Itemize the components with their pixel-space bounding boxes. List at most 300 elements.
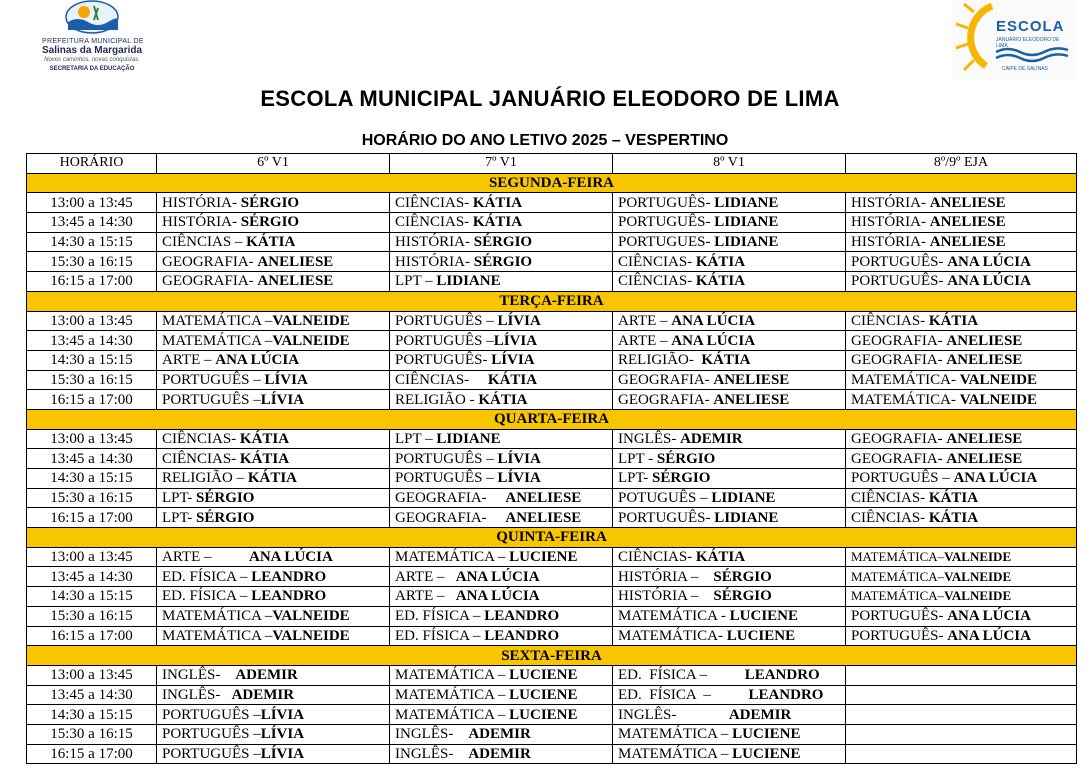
subject-name: MATEMÁTICA – xyxy=(395,706,510,723)
time-slot: 13:45 a 14:30 xyxy=(27,567,157,587)
class-cell xyxy=(846,685,1077,705)
class-cell xyxy=(846,606,1077,626)
teacher-name: LIDIANE xyxy=(711,490,776,507)
time-slot: 16:15 a 17:00 xyxy=(27,508,157,528)
teacher-name: ANELIESE xyxy=(929,194,1006,211)
class-cell xyxy=(613,547,846,567)
subject-name: CIÊNCIAS- xyxy=(162,450,240,467)
subject-name: CIÊNCIAS- xyxy=(395,214,473,231)
class-cell xyxy=(390,685,613,705)
time-slot: 15:30 a 16:15 xyxy=(27,370,157,390)
class-cell xyxy=(846,370,1077,390)
class-cell xyxy=(613,331,846,351)
class-cell xyxy=(613,252,846,272)
class-cell xyxy=(613,705,846,725)
teacher-name: ANELIESE xyxy=(946,352,1023,369)
class-cell xyxy=(846,567,1077,587)
subject-name: INGLÊS- xyxy=(395,745,469,762)
class-cell xyxy=(613,213,846,233)
subject-name: GEOGRAFIA- xyxy=(851,450,947,467)
page-title: ESCOLA MUNICIPAL JANUÁRIO ELEODORO DE LIMA xyxy=(260,86,840,111)
class-cell xyxy=(157,311,390,331)
subject-name: GEOGRAFIA- xyxy=(618,391,714,408)
teacher-name: ANA LÚCIA xyxy=(671,312,756,329)
time-slot: 15:30 a 16:15 xyxy=(27,606,157,626)
teacher-name: LEANDRO xyxy=(484,627,560,644)
subject-name: MATEMÁTICA– xyxy=(851,568,945,584)
teacher-name: KÁTIA xyxy=(928,509,979,526)
class-cell xyxy=(846,744,1077,764)
teacher-name: SÉRGIO xyxy=(240,214,300,231)
class-cell xyxy=(390,488,613,508)
teacher-name: SÉRGIO xyxy=(196,490,255,507)
teacher-name: LÍVIA xyxy=(491,352,535,369)
subject-name: MATEMÁTICA – xyxy=(162,332,273,349)
table-row xyxy=(27,232,1077,252)
subject-name: RELIGIÃO - xyxy=(395,391,479,408)
teacher-name: LÍVIA xyxy=(260,745,305,762)
subject-name: GEOGRAFIA- xyxy=(851,430,947,447)
teacher-name: LÍVIA xyxy=(260,706,305,723)
subject-name: GEOGRAFIA- xyxy=(395,509,506,526)
class-cell xyxy=(390,508,613,528)
table-row xyxy=(27,331,1077,351)
class-cell xyxy=(157,370,390,390)
subject-name: INGLÊS- xyxy=(618,706,729,723)
time-slot: 15:30 a 16:15 xyxy=(27,724,157,744)
class-cell xyxy=(157,429,390,449)
class-cell xyxy=(613,744,846,764)
subject-name: LPT- xyxy=(618,470,653,487)
class-cell xyxy=(157,193,390,213)
time-slot: 14:30 a 15:15 xyxy=(27,469,157,489)
table-row xyxy=(27,547,1077,567)
teacher-name: KÁTIA xyxy=(701,352,751,369)
teacher-name: VALNEIDE xyxy=(272,627,350,644)
subject-name: ARTE – xyxy=(162,352,216,369)
teacher-name: KÁTIA xyxy=(472,214,523,231)
table-row xyxy=(27,705,1077,725)
subject-name: ARTE – xyxy=(395,568,456,585)
class-cell xyxy=(846,311,1077,331)
table-row xyxy=(27,685,1077,705)
time-slot: 14:30 a 15:15 xyxy=(27,705,157,725)
class-cell xyxy=(846,508,1077,528)
teacher-name: ANA LÚCIA xyxy=(455,568,540,585)
subject-name: ARTE – xyxy=(618,332,672,349)
class-cell xyxy=(613,272,846,292)
teacher-name: ADEMIR xyxy=(231,686,295,703)
class-cell xyxy=(846,331,1077,351)
teacher-name: SÉRGIO xyxy=(713,568,772,585)
table-row xyxy=(27,567,1077,587)
subject-name: POTUGUÊS – xyxy=(618,490,712,507)
class-cell xyxy=(390,665,613,685)
escola-logo-subtitle: JANUÁRIO ELEODORO DE LIMA xyxy=(996,37,1060,49)
teacher-name: LUCIENE xyxy=(509,667,578,684)
teacher-name: SÉRGIO xyxy=(473,234,533,251)
class-cell xyxy=(157,488,390,508)
day-name: QUARTA-FEIRA xyxy=(27,409,1077,429)
class-cell xyxy=(157,626,390,646)
subject-name: LPT - xyxy=(618,450,657,467)
subject-name: PORTUGUÊS- xyxy=(851,273,948,290)
class-cell xyxy=(390,724,613,744)
subject-name: LPT – xyxy=(395,430,437,447)
table-row xyxy=(27,429,1077,449)
subject-name: MATEMÁTICA – xyxy=(162,627,273,644)
teacher-name: LUCIENE xyxy=(509,706,578,723)
subject-name: GEOGRAFIA- xyxy=(162,253,258,270)
class-cell xyxy=(390,547,613,567)
teacher-name: SÉRGIO xyxy=(196,509,255,526)
class-cell xyxy=(846,193,1077,213)
time-slot: 14:30 a 15:15 xyxy=(27,232,157,252)
subject-name: MATEMÁTICA – xyxy=(395,686,510,703)
subject-name: CIÊNCIAS- xyxy=(851,312,929,329)
class-cell xyxy=(613,449,846,469)
time-slot: 14:30 a 15:15 xyxy=(27,587,157,607)
class-cell xyxy=(390,390,613,410)
teacher-name: ANELIESE xyxy=(946,332,1023,349)
teacher-name: KÁTIA xyxy=(239,430,290,447)
subject-name: CIÊNCIAS- xyxy=(395,371,488,388)
teacher-name: LÍVIA xyxy=(497,312,541,329)
class-cell xyxy=(390,567,613,587)
class-cell xyxy=(613,685,846,705)
class-cell xyxy=(846,252,1077,272)
subject-name: INGLÊS- xyxy=(162,686,232,703)
table-row xyxy=(27,665,1077,685)
class-cell xyxy=(157,685,390,705)
schedule-table xyxy=(26,153,1077,764)
teacher-name: VALNEIDE xyxy=(959,391,1037,408)
time-slot: 13:00 a 13:45 xyxy=(27,547,157,567)
column-header: HORÁRIO xyxy=(27,154,157,174)
subject-name: PORTUGUÊS- xyxy=(618,214,715,231)
subject-name: PORTUGUÊS – xyxy=(162,706,261,723)
class-cell xyxy=(846,705,1077,725)
class-cell xyxy=(157,744,390,764)
teacher-name: LEANDRO xyxy=(251,568,327,585)
teacher-name: KÁTIA xyxy=(928,312,979,329)
day-header-row xyxy=(27,291,1077,311)
teacher-name: LÍVIA xyxy=(260,726,305,743)
subject-name: MATEMÁTICA– xyxy=(851,588,945,604)
time-slot: 13:45 a 14:30 xyxy=(27,685,157,705)
teacher-name: KÁTIA xyxy=(472,194,523,211)
teacher-name: VALNEIDE xyxy=(944,588,1012,604)
subject-name: HISTÓRIA- xyxy=(851,234,930,251)
subject-name: MATEMÁTICA – xyxy=(618,726,733,743)
subject-name: MATEMÁTICA – xyxy=(618,745,733,762)
time-slot: 13:45 a 14:30 xyxy=(27,331,157,351)
teacher-name: ANA LÚCIA xyxy=(947,608,1031,625)
class-cell xyxy=(390,213,613,233)
class-cell xyxy=(390,626,613,646)
teacher-name: LEANDRO xyxy=(744,667,820,684)
class-cell xyxy=(846,724,1077,744)
class-cell xyxy=(846,587,1077,607)
teacher-name: SÉRGIO xyxy=(656,450,716,467)
teacher-name: LIDIANE xyxy=(436,430,501,447)
salinas-drop-icon xyxy=(64,0,120,34)
subject-name: PORTUGUÊS – xyxy=(162,745,261,762)
day-name: QUINTA-FEIRA xyxy=(27,528,1077,548)
teacher-name: ANA LÚCIA xyxy=(455,588,540,605)
teacher-name: LUCIENE xyxy=(729,608,799,625)
teacher-name: ANELIESE xyxy=(929,214,1006,231)
teacher-name: ANELIESE xyxy=(257,253,334,270)
day-name: SEXTA-FEIRA xyxy=(27,646,1077,666)
teacher-name: SÉRGIO xyxy=(473,253,533,270)
teacher-name: KÁTIA xyxy=(695,253,746,270)
class-cell xyxy=(390,705,613,725)
class-cell xyxy=(157,449,390,469)
subject-name: GEOGRAFIA- xyxy=(618,371,714,388)
subject-name: MATEMÁTICA- xyxy=(618,627,727,644)
teacher-name: LUCIENE xyxy=(509,549,578,566)
subject-name: HISTÓRIA- xyxy=(395,234,474,251)
class-cell xyxy=(613,390,846,410)
class-cell xyxy=(846,350,1077,370)
teacher-name: LIDIANE xyxy=(714,234,779,251)
class-cell xyxy=(390,469,613,489)
time-slot: 13:00 a 13:45 xyxy=(27,311,157,331)
logo-line-4: SECRETARIA DA EDUCAÇÃO xyxy=(49,66,135,72)
teacher-name: LEANDRO xyxy=(748,686,824,703)
class-cell xyxy=(157,587,390,607)
teacher-name: ANELIESE xyxy=(946,450,1023,467)
class-cell xyxy=(390,449,613,469)
subject-name: INGLÊS- xyxy=(395,726,469,743)
class-cell xyxy=(157,213,390,233)
time-slot: 13:00 a 13:45 xyxy=(27,665,157,685)
class-cell xyxy=(613,370,846,390)
subject-name: ED. FÍSICA – xyxy=(395,627,485,644)
subject-name: MATEMÁTICA - xyxy=(618,608,730,625)
table-row xyxy=(27,508,1077,528)
escola-logo xyxy=(952,0,1076,80)
teacher-name: SÉRGIO xyxy=(713,588,772,605)
subject-name: CIÊNCIAS- xyxy=(618,253,696,270)
table-row xyxy=(27,724,1077,744)
subject-name: ED. FÍSICA – xyxy=(618,667,745,684)
logo-line-1: PREFEITURA MUNICIPAL DE xyxy=(42,38,144,45)
teacher-name: LÍVIA xyxy=(493,332,538,349)
teacher-name: ANELIESE xyxy=(505,509,582,526)
class-cell xyxy=(846,429,1077,449)
time-slot: 13:00 a 13:45 xyxy=(27,193,157,213)
table-row xyxy=(27,311,1077,331)
table-row xyxy=(27,252,1077,272)
class-cell xyxy=(157,606,390,626)
class-cell xyxy=(846,272,1077,292)
class-cell xyxy=(390,331,613,351)
class-cell xyxy=(390,587,613,607)
teacher-name: KÁTIA xyxy=(928,490,979,507)
class-cell xyxy=(846,469,1077,489)
class-cell xyxy=(613,567,846,587)
teacher-name: ANA LÚCIA xyxy=(215,352,300,369)
class-cell xyxy=(613,350,846,370)
class-cell xyxy=(157,508,390,528)
class-cell xyxy=(390,744,613,764)
day-header-row xyxy=(27,173,1077,193)
class-cell xyxy=(613,469,846,489)
teacher-name: KÁTIA xyxy=(247,470,298,487)
subject-name: PORTUGUÊS – xyxy=(395,470,498,487)
schedule-subtitle: HORÁRIO DO ANO LETIVO 2025 – VESPERTINO xyxy=(361,132,729,149)
class-cell xyxy=(613,587,846,607)
table-row xyxy=(27,390,1077,410)
teacher-name: ANELIESE xyxy=(713,371,790,388)
subject-name: MATEMÁTICA – xyxy=(395,667,510,684)
class-cell xyxy=(846,547,1077,567)
class-cell xyxy=(390,272,613,292)
class-cell xyxy=(846,665,1077,685)
subject-name: PORTUGUÊS – xyxy=(395,332,494,349)
class-cell xyxy=(157,272,390,292)
column-header: 7º V1 xyxy=(390,154,613,174)
class-cell xyxy=(613,488,846,508)
class-cell xyxy=(390,232,613,252)
teacher-name: LÍVIA xyxy=(260,391,305,408)
subject-name: GEOGRAFIA- xyxy=(851,352,947,369)
class-cell xyxy=(846,390,1077,410)
class-cell xyxy=(157,390,390,410)
subject-name: INGLÊS- xyxy=(162,667,236,684)
subject-name: CIÊNCIAS- xyxy=(851,490,929,507)
teacher-name: ANA LÚCIA xyxy=(947,627,1031,644)
class-cell xyxy=(613,232,846,252)
table-row xyxy=(27,626,1077,646)
day-header-row xyxy=(27,409,1077,429)
prefeitura-logo xyxy=(42,0,142,76)
teacher-name: VALNEIDE xyxy=(272,312,350,329)
table-row xyxy=(27,488,1077,508)
table-row xyxy=(27,587,1077,607)
subject-name: MATEMÁTICA – xyxy=(162,608,273,625)
subject-name: PORTUGUÊS – xyxy=(851,470,954,487)
teacher-name: VALNEIDE xyxy=(959,371,1037,388)
teacher-name: ADEMIR xyxy=(235,667,298,684)
header-row xyxy=(27,154,1077,174)
class-cell xyxy=(613,311,846,331)
teacher-name: LIDIANE xyxy=(714,509,779,526)
subject-name: ARTE – xyxy=(618,312,672,329)
teacher-name: KÁTIA xyxy=(695,273,746,290)
subject-name: PORTUGUÊS – xyxy=(162,371,265,388)
class-cell xyxy=(157,705,390,725)
subject-name: CIÊNCIAS- xyxy=(395,194,473,211)
teacher-name: VALNEIDE xyxy=(272,332,350,349)
time-slot: 16:15 a 17:00 xyxy=(27,272,157,292)
column-header: 6º V1 xyxy=(157,154,390,174)
subject-name: PORTUGUES- xyxy=(618,234,715,251)
class-cell xyxy=(390,252,613,272)
time-slot: 13:00 a 13:45 xyxy=(27,429,157,449)
subject-name: CIÊNCIAS- xyxy=(162,430,240,447)
subject-name: HISTÓRIA – xyxy=(618,568,714,585)
class-cell xyxy=(613,724,846,744)
teacher-name: KÁTIA xyxy=(695,549,746,566)
teacher-name: KÁTIA xyxy=(487,371,538,388)
teacher-name: ANELIESE xyxy=(946,430,1023,447)
teacher-name: LÍVIA xyxy=(497,470,541,487)
subject-name: RELIGIÃO – xyxy=(162,470,248,487)
subject-name: PORTUGUÊS – xyxy=(162,726,261,743)
class-cell xyxy=(390,370,613,390)
subject-name: MATEMÁTICA – xyxy=(162,312,273,329)
subject-name: PORTUGUÊS- xyxy=(851,627,948,644)
teacher-name: VALNEIDE xyxy=(944,549,1012,565)
subject-name: ED. FÍSICA – xyxy=(618,686,749,703)
table-row xyxy=(27,213,1077,233)
class-cell xyxy=(390,606,613,626)
class-cell xyxy=(157,232,390,252)
teacher-name: SÉRGIO xyxy=(652,470,711,487)
time-slot: 16:15 a 17:00 xyxy=(27,626,157,646)
subject-name: PORTUGUÊS- xyxy=(395,352,492,369)
class-cell xyxy=(390,193,613,213)
table-row xyxy=(27,370,1077,390)
subject-name: ARTE – xyxy=(162,549,250,566)
time-slot: 13:45 a 14:30 xyxy=(27,213,157,233)
table-row xyxy=(27,606,1077,626)
teacher-name: LEANDRO xyxy=(251,588,327,605)
logo-line-3: Novos caminhos, novas conquistas. xyxy=(44,57,140,63)
class-cell xyxy=(613,665,846,685)
class-cell xyxy=(157,547,390,567)
subject-name: PORTUGUÊS- xyxy=(851,253,948,270)
teacher-name: LIDIANE xyxy=(436,273,501,290)
class-cell xyxy=(613,508,846,528)
class-cell xyxy=(846,626,1077,646)
class-cell xyxy=(846,449,1077,469)
time-slot: 13:45 a 14:30 xyxy=(27,449,157,469)
subject-name: GEOGRAFIA- xyxy=(851,332,947,349)
teacher-name: ANA LÚCIA xyxy=(953,470,1038,487)
teacher-name: LUCIENE xyxy=(726,627,796,644)
teacher-name: ANA LÚCIA xyxy=(947,273,1031,290)
subject-name: ARTE – xyxy=(395,588,456,605)
column-header: 8º V1 xyxy=(613,154,846,174)
class-cell xyxy=(613,606,846,626)
subject-name: LPT- xyxy=(162,490,197,507)
subject-name: ED. FÍSICA – xyxy=(395,608,485,625)
class-cell xyxy=(157,350,390,370)
teacher-name: KÁTIA xyxy=(478,391,528,408)
time-slot: 15:30 a 16:15 xyxy=(27,252,157,272)
teacher-name: ANA LÚCIA xyxy=(249,549,333,566)
table-row xyxy=(27,449,1077,469)
subject-name: RELIGIÃO- xyxy=(618,352,702,369)
day-name: TERÇA-FEIRA xyxy=(27,291,1077,311)
subject-name: ED. FÍSICA – xyxy=(162,588,252,605)
subject-name: HISTÓRIA- xyxy=(395,253,474,270)
time-slot: 16:15 a 17:00 xyxy=(27,744,157,764)
teacher-name: ANELIESE xyxy=(929,234,1006,251)
subject-name: MATEMÁTICA – xyxy=(395,549,510,566)
subject-name: HISTÓRIA- xyxy=(851,194,930,211)
teacher-name: KÁTIA xyxy=(239,450,290,467)
teacher-name: VALNEIDE xyxy=(944,568,1012,584)
teacher-name: ADEMIR xyxy=(728,706,792,723)
teacher-name: SÉRGIO xyxy=(240,194,300,211)
teacher-name: KÁTIA xyxy=(246,234,296,251)
teacher-name: LEANDRO xyxy=(484,608,560,625)
